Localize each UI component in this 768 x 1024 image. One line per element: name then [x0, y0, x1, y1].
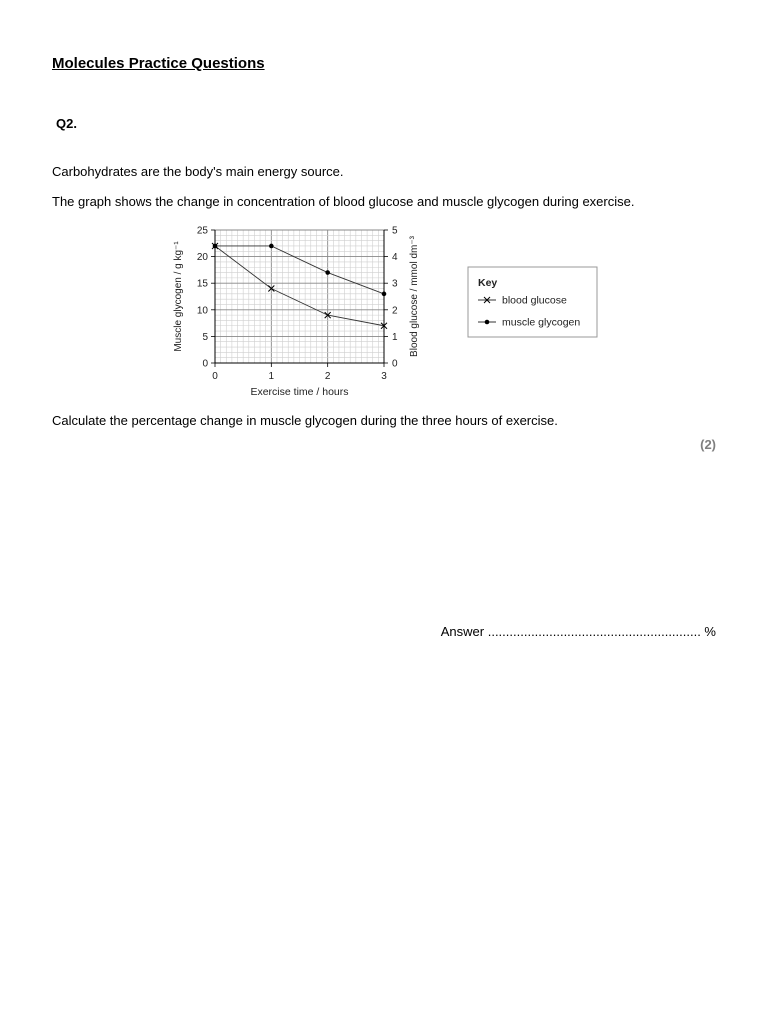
- y-left-tick-label: 20: [196, 252, 208, 264]
- page-title: Molecules Practice Questions: [52, 55, 265, 72]
- legend-label: muscle glycogen: [502, 316, 581, 329]
- answer-line: Answer ........................................................... %: [440, 624, 716, 639]
- y-left-tick-label: 5: [202, 331, 208, 343]
- y-right-tick-label: 1: [392, 331, 398, 343]
- legend-marker-muscle-glycogen: [485, 320, 490, 325]
- y-right-tick-label: 3: [392, 278, 398, 290]
- y-axis-right-label: Blood glucose / mmol dm⁻³: [409, 236, 420, 357]
- muscle-glycogen-point: [382, 292, 387, 297]
- y-left-tick-label: 0: [202, 358, 208, 370]
- graph-description: The graph shows the change in concentration of blood glucose and muscle glycogen during exercise.: [52, 194, 635, 209]
- x-tick-label: 3: [381, 371, 387, 382]
- y-left-tick-label: 15: [196, 278, 208, 290]
- x-tick-label: 1: [268, 371, 275, 382]
- y-right-tick-label: 4: [392, 252, 398, 264]
- y-axis-left-label: Muscle glycogen / g kg⁻¹: [173, 241, 184, 352]
- y-right-tick-label: 5: [392, 225, 398, 237]
- muscle-glycogen-point: [325, 270, 330, 275]
- muscle-glycogen-point: [213, 244, 218, 249]
- question-text: Calculate the percentage change in muscle glycogen during the three hours of exercise.: [52, 413, 558, 428]
- y-left-tick-label: 10: [196, 305, 208, 317]
- line-chart: [0, 0, 768, 420]
- x-axis-label: Exercise time / hours: [250, 386, 349, 398]
- legend-title: Key: [478, 277, 498, 289]
- question-number: Q2.: [56, 116, 77, 131]
- y-right-tick-label: 2: [392, 305, 398, 317]
- legend-label: blood glucose: [502, 294, 567, 307]
- x-tick-label: 2: [324, 371, 331, 382]
- grid: [215, 230, 384, 363]
- legend: [468, 267, 597, 337]
- x-tick-label: 0: [212, 371, 218, 382]
- y-left-tick-label: 25: [196, 225, 208, 237]
- intro-text: Carbohydrates are the body's main energy source.: [52, 164, 344, 179]
- muscle-glycogen-point: [269, 244, 274, 249]
- marks-label: (2): [700, 437, 716, 452]
- y-right-tick-label: 0: [392, 358, 398, 370]
